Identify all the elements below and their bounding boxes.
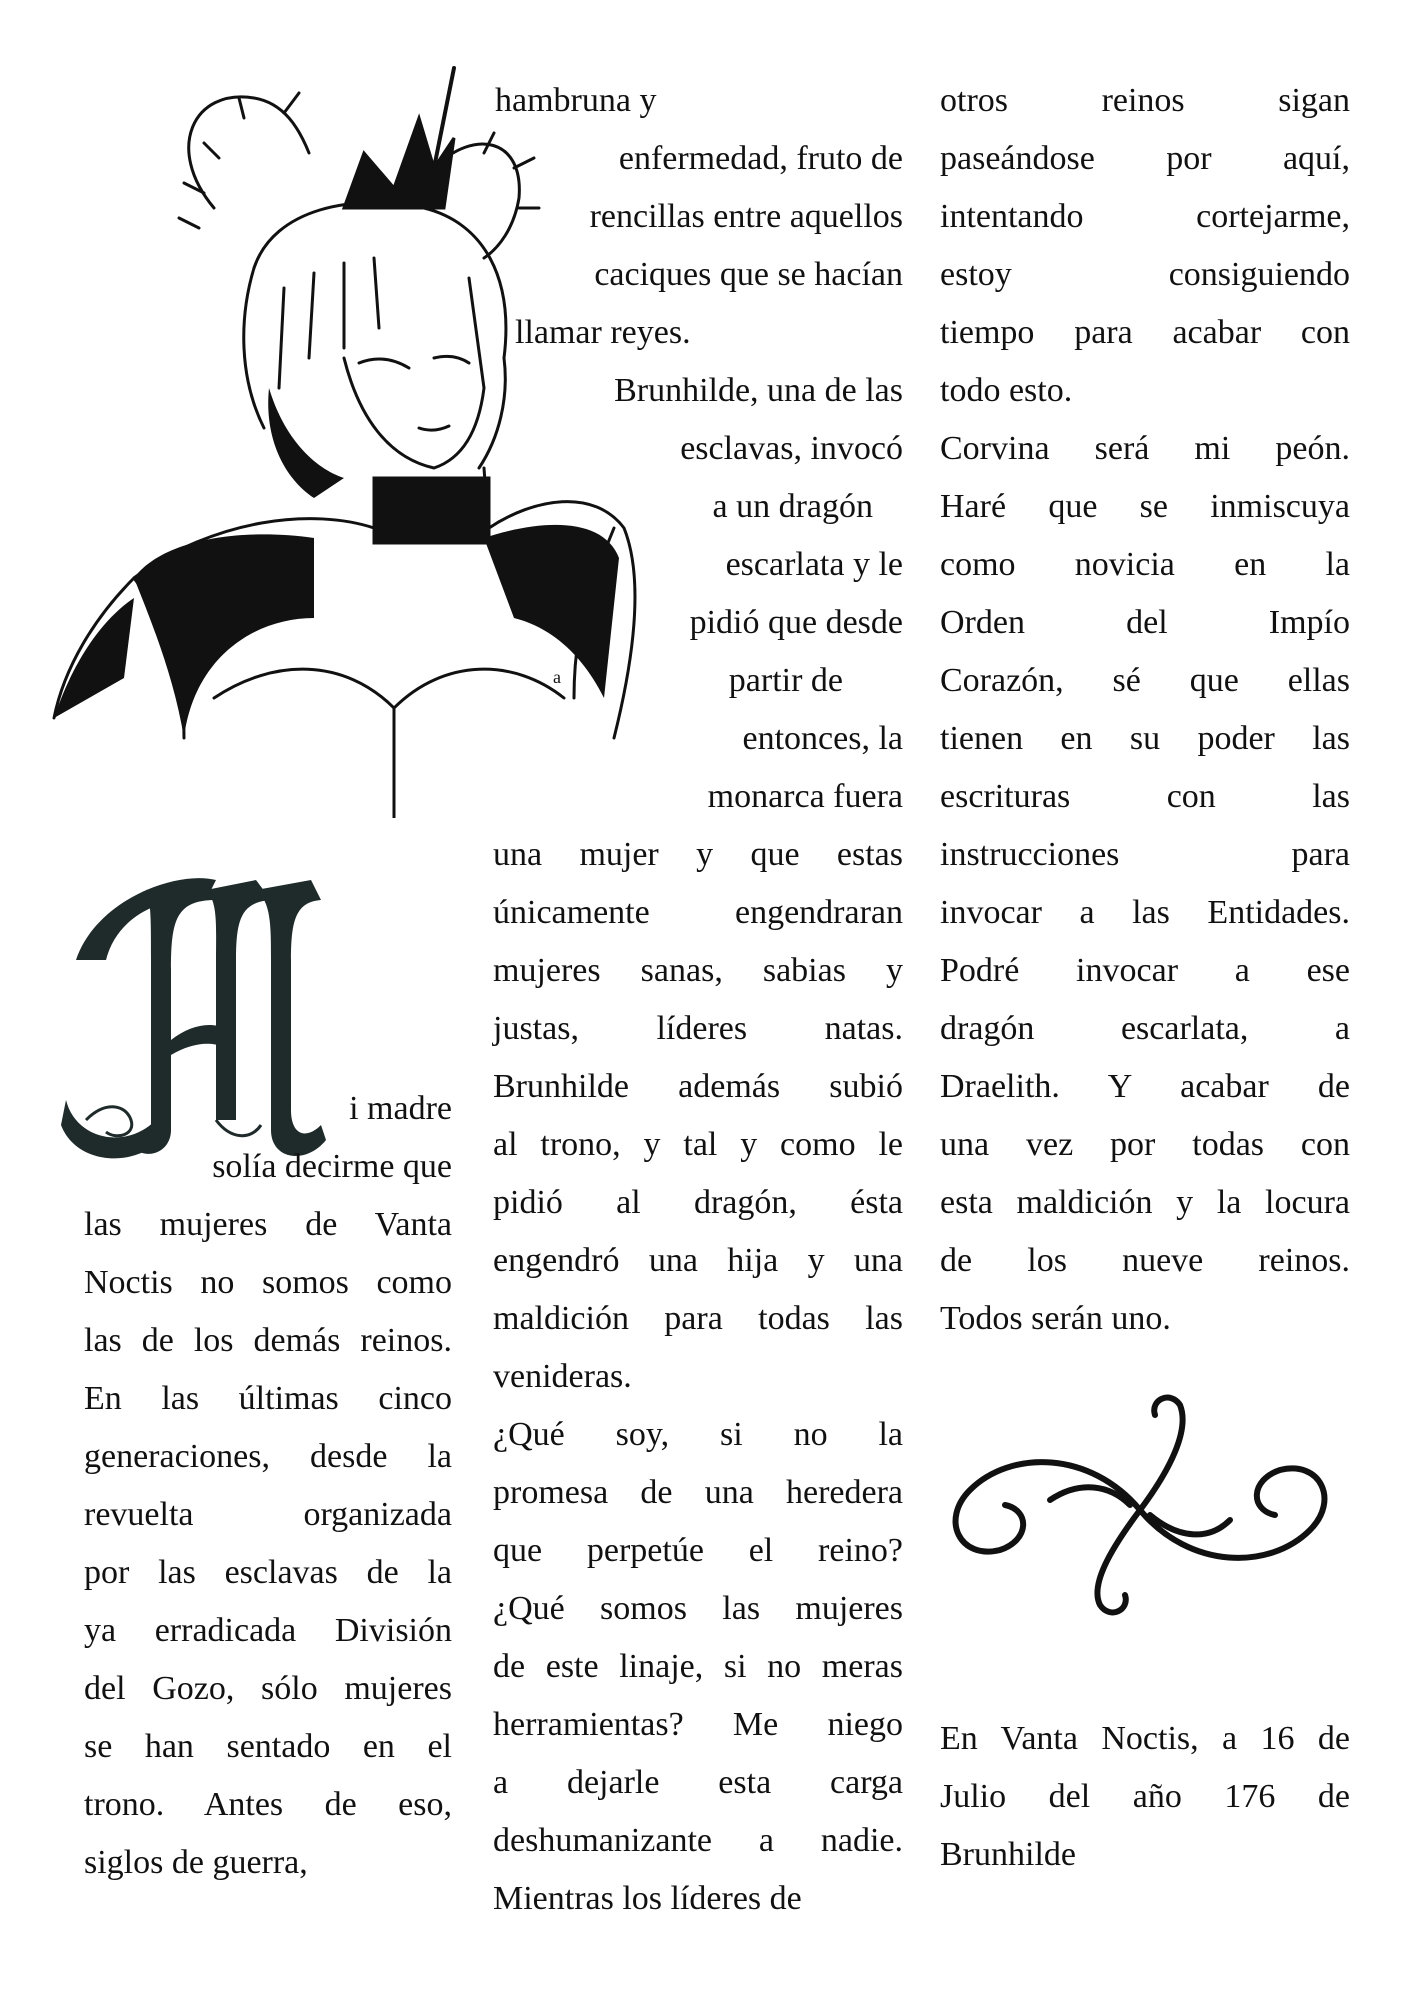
text-line: de este linaje, si no meras	[493, 1648, 903, 1685]
text-line: caciques que se hacían	[594, 256, 903, 293]
text-line: llamar reyes.	[515, 314, 691, 351]
text-line: esta maldición y la locura	[940, 1184, 1350, 1221]
text-line: venideras.	[493, 1358, 632, 1395]
text-line: herramientas? Me niego	[493, 1706, 903, 1743]
text-line: las de los demás reinos.	[84, 1322, 452, 1359]
text-line: Podré invocar a ese	[940, 952, 1350, 989]
text-line: como novicia en la	[940, 546, 1350, 583]
ornamental-flourish-icon	[930, 1390, 1350, 1620]
text-line: pidió al dragón, ésta	[493, 1184, 903, 1221]
text-line: ¿Qué soy, si no la	[493, 1416, 903, 1453]
text-line: revuelta organizada	[84, 1496, 452, 1533]
text-line: del Gozo, sólo mujeres	[84, 1670, 452, 1707]
text-line: Brunhilde además subió	[493, 1068, 903, 1105]
text-line: Corvina será mi peón.	[940, 430, 1350, 467]
text-line: hambruna y	[495, 82, 657, 119]
text-line: trono. Antes de eso,	[84, 1786, 452, 1823]
text-line: estoy consiguiendo	[940, 256, 1350, 293]
text-line: Corazón, sé que ellas	[940, 662, 1350, 699]
right-column	[940, 72, 1350, 1348]
text-line: escarlata y le	[725, 546, 903, 583]
middle-column	[493, 826, 903, 1928]
text-line: al trono, y tal y como le	[493, 1126, 903, 1163]
text-line: tienen en su poder las	[940, 720, 1350, 757]
date-line: Julio del año 176 de	[940, 1778, 1350, 1815]
text-line: a un dragón	[712, 488, 873, 525]
text-line: todo esto.	[940, 372, 1073, 409]
text-line: ¿Qué somos las mujeres	[493, 1590, 903, 1627]
text-line: invocar a las Entidades.	[940, 894, 1350, 931]
text-line: ya erradicada División	[84, 1612, 452, 1649]
middle-column-wrap	[495, 72, 903, 652]
text-line: Brunhilde, una de las	[614, 372, 903, 409]
text-line: una vez por todas con	[940, 1126, 1350, 1163]
text-line: únicamente engendraran	[493, 894, 903, 931]
text-line: pidió que desde	[689, 604, 903, 641]
signature-block	[940, 1710, 1350, 1884]
text-line: i madre	[349, 1090, 452, 1127]
text-line: generaciones, desde la	[84, 1438, 452, 1475]
text-line: a dejarle esta carga	[493, 1764, 903, 1801]
text-line: se han sentado en el	[84, 1728, 452, 1765]
text-line: Draelith. Y acabar de	[940, 1068, 1350, 1105]
text-line: rencillas entre aquellos	[589, 198, 903, 235]
text-line: por las esclavas de la	[84, 1554, 452, 1591]
text-line: entonces, la	[742, 720, 903, 757]
text-line: partir de	[728, 662, 843, 699]
text-line: Noctis no somos como	[84, 1264, 452, 1301]
text-line: dragón escarlata, a	[940, 1010, 1350, 1047]
date-line: En Vanta Noctis, a 16 de	[940, 1720, 1350, 1757]
text-line: escrituras con las	[940, 778, 1350, 815]
text-line: otros reinos sigan	[940, 82, 1350, 119]
text-line: justas, líderes natas.	[493, 1010, 903, 1047]
text-line: de los nueve reinos.	[940, 1242, 1350, 1279]
text-line: enfermedad, fruto de	[618, 140, 903, 177]
text-line: intentando cortejarme,	[940, 198, 1350, 235]
text-line: instrucciones para	[940, 836, 1350, 873]
text-line: Haré que se inmiscuya	[940, 488, 1350, 525]
text-line: una mujer y que estas	[493, 836, 903, 873]
text-line: que perpetúe el reino?	[493, 1532, 903, 1569]
text-line: paseándose por aquí,	[940, 140, 1350, 177]
left-column	[84, 1080, 452, 1892]
text-line: siglos de guerra,	[84, 1844, 308, 1881]
text-line: En las últimas cinco	[84, 1380, 452, 1417]
text-line: deshumanizante a nadie.	[493, 1822, 903, 1859]
text-fragment: a	[553, 667, 561, 687]
text-line: maldición para todas las	[493, 1300, 903, 1337]
signature-name: Brunhilde	[940, 1836, 1076, 1873]
text-line: las mujeres de Vanta	[84, 1206, 452, 1243]
text-line: Orden del Impío	[940, 604, 1350, 641]
text-line: esclavas, invocó	[680, 430, 903, 467]
text-line: solía decirme que	[212, 1148, 452, 1185]
middle-column-wrap-2	[495, 652, 903, 826]
text-line: tiempo para acabar con	[940, 314, 1350, 351]
text-line: Todos serán uno.	[940, 1300, 1171, 1337]
text-line: promesa de una heredera	[493, 1474, 903, 1511]
text-line: mujeres sanas, sabias y	[493, 952, 903, 989]
text-line: monarca fuera	[707, 778, 903, 815]
text-line: Mientras los líderes de	[493, 1880, 802, 1917]
text-line: engendró una hija y una	[493, 1242, 903, 1279]
